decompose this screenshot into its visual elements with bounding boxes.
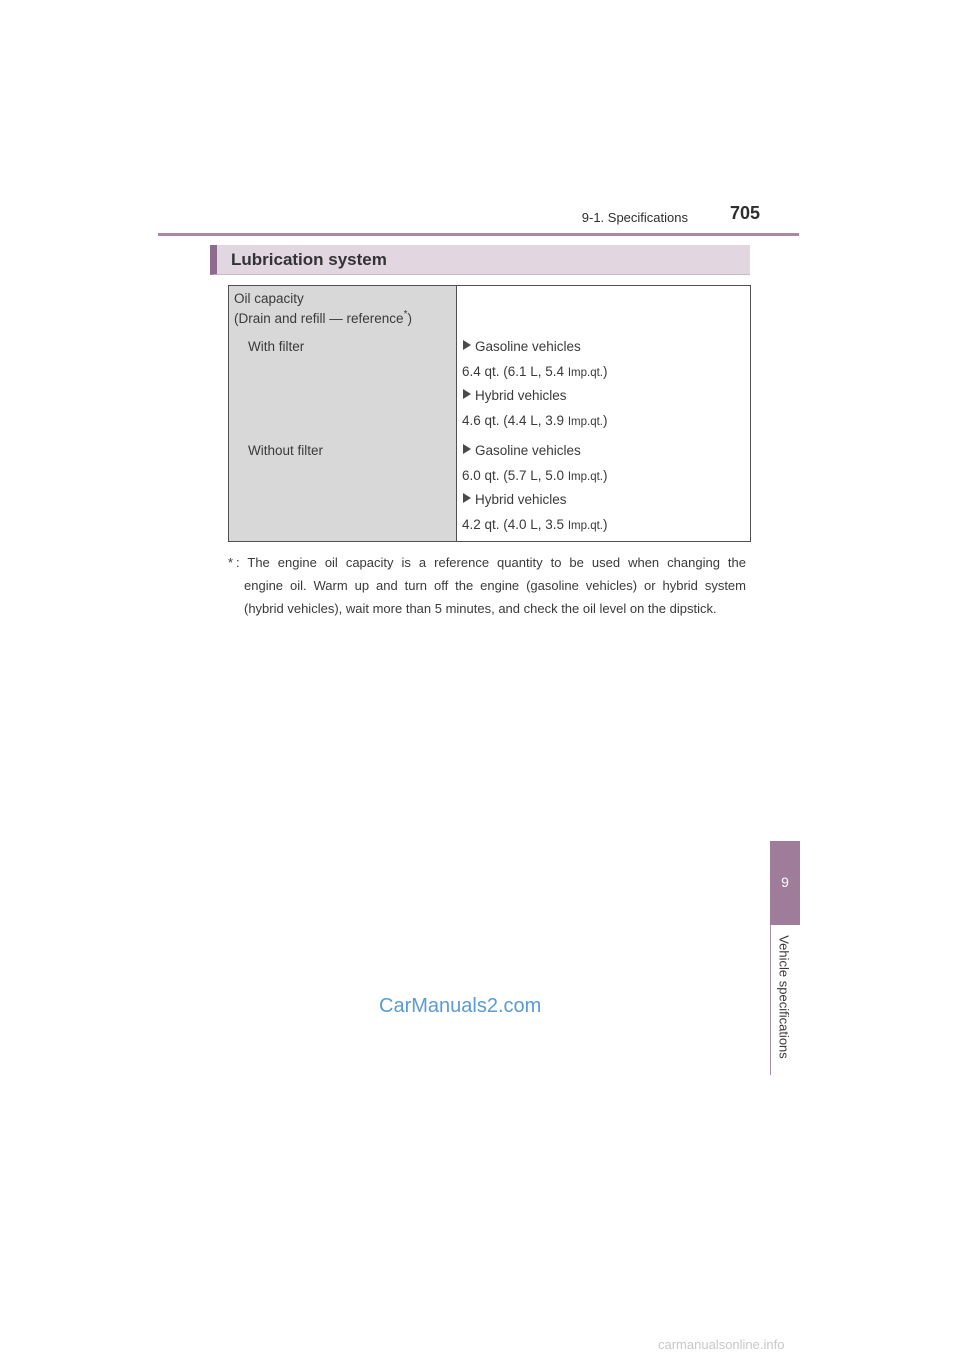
table-heading-line2 xyxy=(234,309,412,326)
heading-line2-suffix: ) xyxy=(407,311,412,326)
footnote-line-3: (hybrid vehicles), wait more than 5 minutes, and check the oil level on the dipstick. xyxy=(244,601,717,616)
table-label-column xyxy=(229,286,457,541)
without-filter-gasoline-value: 6.0 qt. (5.7 L, 5.0 Imp.qt.) xyxy=(462,468,608,483)
with-filter-hybrid-label: Hybrid vehicles xyxy=(463,388,567,403)
sidebar-rule xyxy=(770,925,771,1075)
heading-line2-prefix: (Drain and refill — reference xyxy=(234,311,404,326)
header-section-title: 9-1. Specifications xyxy=(581,210,688,225)
chapter-tab xyxy=(770,841,800,925)
row-label-without-filter: Without filter xyxy=(248,443,324,458)
footnote-line-2: engine oil. Warm up and turn off the engine (gasoline vehicles) or hybrid system xyxy=(244,578,746,593)
with-filter-gasoline-value: 6.4 qt. (6.1 L, 5.4 Imp.qt.) xyxy=(462,364,608,379)
section-title: Lubrication system xyxy=(231,250,387,269)
footnote xyxy=(228,551,746,620)
table-heading-line1: Oil capacity xyxy=(234,291,304,306)
footnote-line-1: : The engine oil capacity is a reference quantity to be used when changing the xyxy=(236,555,746,570)
with-filter-hybrid-value: 4.6 qt. (4.4 L, 3.9 Imp.qt.) xyxy=(462,413,608,428)
arrow-bullet-icon xyxy=(463,340,471,350)
page-number: 705 xyxy=(729,203,760,223)
header-rule xyxy=(158,233,799,236)
row-label-with-filter: With filter xyxy=(248,339,305,354)
section-heading-band xyxy=(210,245,750,275)
bottom-watermark: carmanualsonline.info xyxy=(658,1337,785,1352)
watermark-logo: CarManuals2.com xyxy=(379,995,542,1017)
with-filter-gasoline-label: Gasoline vehicles xyxy=(463,339,581,354)
footnote-asterisk: * xyxy=(228,555,234,570)
arrow-bullet-icon xyxy=(463,444,471,454)
without-filter-gasoline-label: Gasoline vehicles xyxy=(463,443,581,458)
reference-asterisk: * xyxy=(403,309,408,320)
arrow-bullet-icon xyxy=(463,389,471,399)
chapter-number: 9 xyxy=(781,874,789,890)
oil-capacity-table xyxy=(228,285,751,542)
arrow-bullet-icon xyxy=(463,493,471,503)
without-filter-hybrid-label: Hybrid vehicles xyxy=(463,492,567,507)
footnote-body xyxy=(228,551,746,620)
chapter-title-vertical: Vehicle specifications xyxy=(776,935,792,1059)
without-filter-hybrid-value: 4.2 qt. (4.0 L, 3.5 Imp.qt.) xyxy=(462,517,608,532)
